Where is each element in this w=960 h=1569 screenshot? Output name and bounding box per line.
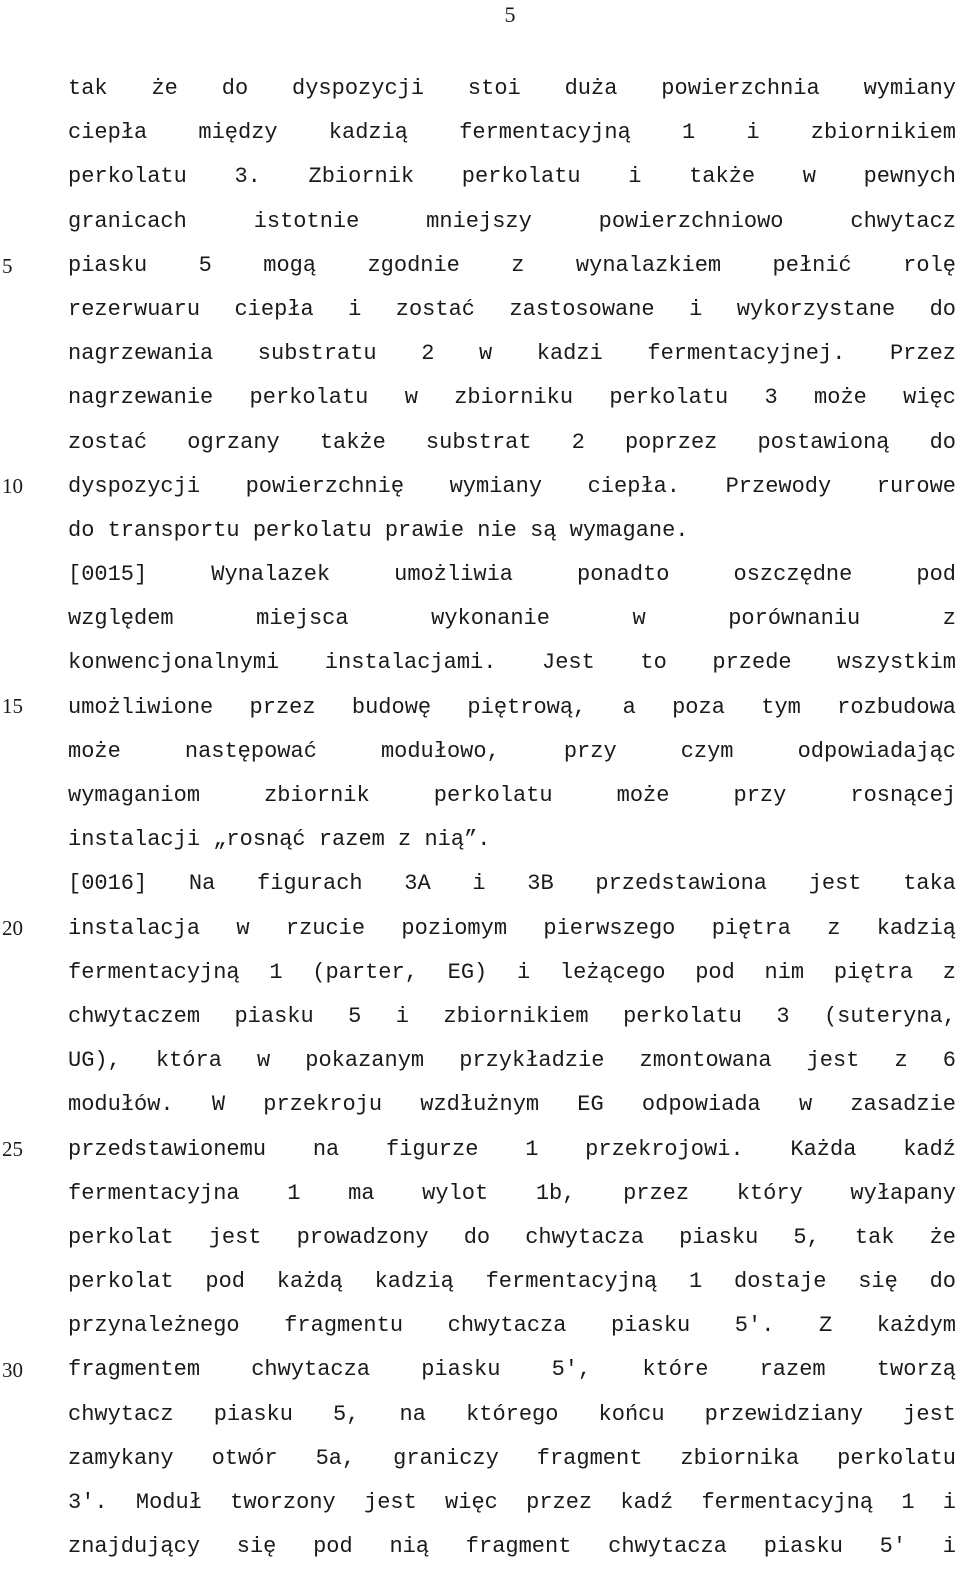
body-text-line: zostać ogrzany także substrat 2 poprzez postawioną do — [68, 429, 956, 455]
body-text-line: perkolat jest prowadzony do chwytacza piasku 5, tak że — [68, 1224, 956, 1250]
document-body — [68, 67, 956, 1569]
margin-line-number-25: 25 — [2, 1137, 23, 1161]
body-text-line: instalacji „rosnąć razem z nią”. — [68, 827, 491, 853]
body-text-line: chwytaczem piasku 5 i zbiornikiem perkolatu 3 (suteryna, — [68, 1003, 956, 1029]
body-text-line: do transportu perkolatu prawie nie są wymagane. — [68, 517, 689, 543]
body-text-line: UG), która w pokazanym przykładzie zmontowana jest z 6 — [68, 1048, 956, 1074]
body-text-line: umożliwione przez budowę piętrową, a poza tym rozbudowa — [68, 694, 956, 720]
margin-line-number-20: 20 — [2, 916, 23, 940]
body-text-line: nagrzewanie perkolatu w zbiorniku perkolatu 3 może więc — [68, 385, 956, 411]
body-text-line: przedstawionemu na figurze 1 przekrojowi. Każda kadź — [68, 1136, 956, 1162]
body-text-line: znajdujący się pod nią fragment chwytacza piasku 5′ i — [68, 1534, 956, 1560]
body-text-line: instalacja w rzucie poziomym pierwszego piętra z kadzią — [68, 915, 956, 941]
body-text-line: ciepła między kadzią fermentacyjną 1 i zbiornikiem — [68, 120, 956, 146]
body-text-line: wymaganiom zbiornik perkolatu może przy rosnącej — [68, 783, 956, 808]
body-text-line: zamykany otwór 5a, graniczy fragment zbiornika perkolatu — [68, 1445, 956, 1471]
margin-line-number-15: 15 — [2, 694, 23, 718]
body-text-line: perkolat pod każdą kadzią fermentacyjną 1 dostaje się do — [68, 1269, 956, 1295]
body-text-line: [0015] Wynalazek umożliwia ponadto oszczędne pod — [68, 562, 956, 588]
body-text-line: rezerwuaru ciepła i zostać zastosowane i wykorzystane do — [68, 296, 956, 322]
body-text-line: fermentacyjną 1 (parter, EG) i leżącego pod nim piętra z — [68, 959, 956, 985]
body-text-line: fragmentem chwytacza piasku 5′, które razem tworzą — [68, 1357, 956, 1383]
body-text-line: względem miejsca wykonanie w porównaniu z — [68, 606, 956, 632]
body-text-line: dyspozycji powierzchnię wymiany ciepła. Przewody rurowe — [68, 473, 956, 499]
margin-line-number-10: 10 — [2, 474, 23, 498]
margin-line-numbers — [0, 0, 40, 1558]
body-text-line: 3′. Moduł tworzony jest więc przez kadź fermentacyjną 1 i — [68, 1490, 956, 1515]
margin-line-number-5: 5 — [2, 254, 13, 278]
body-text-line: piasku 5 mogą zgodnie z wynalazkiem pełnić rolę — [68, 252, 956, 278]
body-text-line: nagrzewania substratu 2 w kadzi fermentacyjnej. Przez — [68, 341, 956, 367]
body-text-line: tak że do dyspozycji stoi duża powierzchnia wymiany — [68, 76, 956, 101]
body-text-line: perkolatu 3. Zbiornik perkolatu i także w pewnych — [68, 164, 956, 190]
body-text-line: granicach istotnie mniejszy powierzchniowo chwytacz — [68, 208, 956, 234]
body-text-line: konwencjonalnymi instalacjami. Jest to przede wszystkim — [68, 650, 956, 676]
body-text-line: chwytacz piasku 5, na którego końcu przewidziany jest — [68, 1401, 956, 1427]
body-text-line: [0016] Na figurach 3A i 3B przedstawiona jest taka — [68, 871, 956, 897]
body-text-line: może następować modułowo, przy czym odpowiadając — [68, 738, 956, 764]
body-text-line: fermentacyjna 1 ma wylot 1b, przez który wyłapany — [68, 1180, 956, 1206]
body-text-line: przynależnego fragmentu chwytacza piasku 5′. Z każdym — [68, 1313, 956, 1339]
margin-line-number-30: 30 — [2, 1358, 23, 1382]
page-number: 5 — [504, 2, 516, 27]
body-text-line: modułów. W przekroju wzdłużnym EG odpowiada w zasadzie — [68, 1092, 956, 1118]
